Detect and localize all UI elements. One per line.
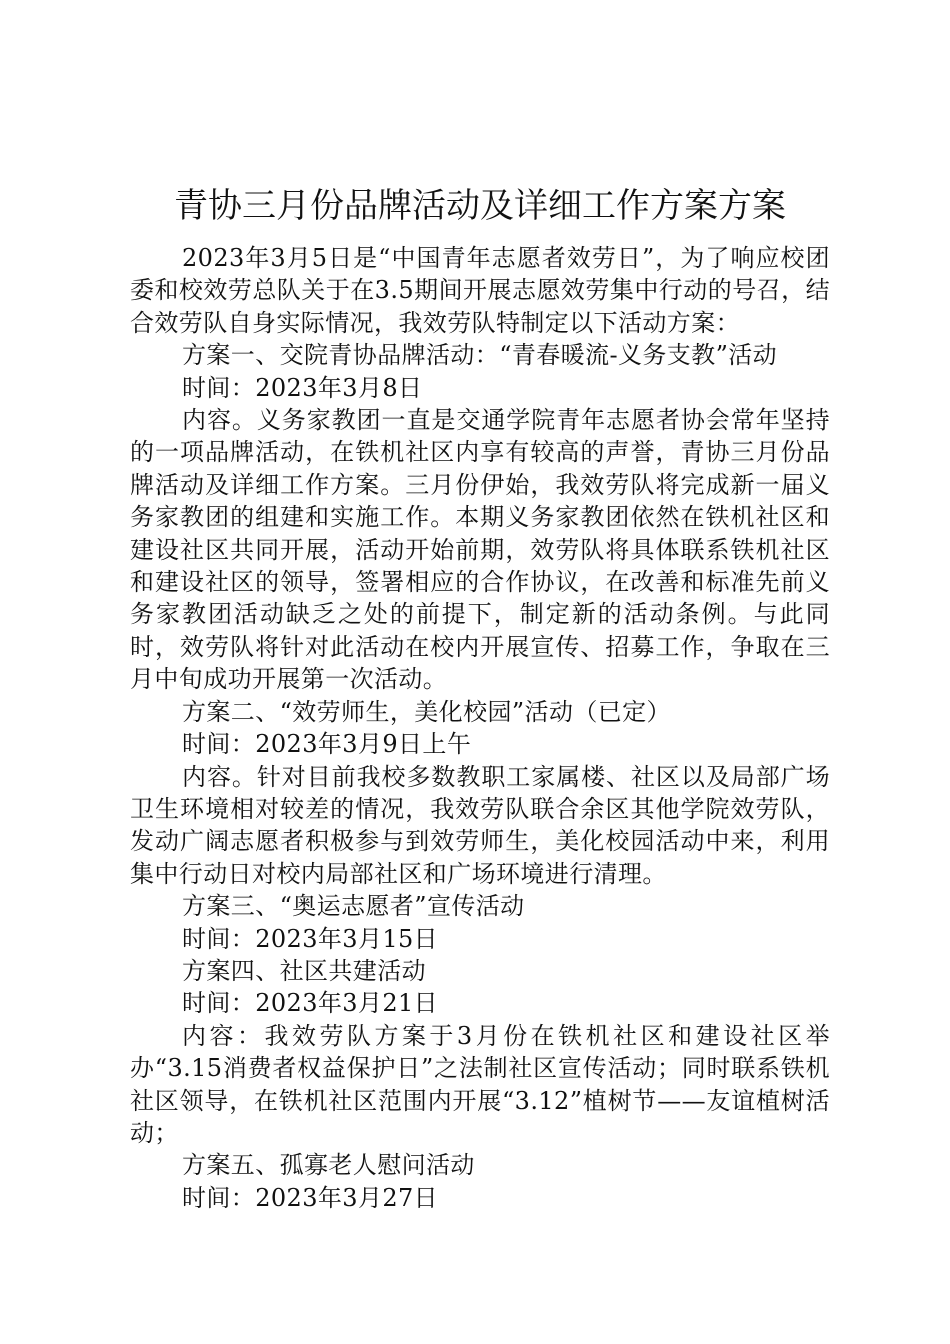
paragraph-plan-2-heading: 方案二、“效劳师生，美化校园”活动（已定） <box>182 697 671 726</box>
paragraph-plan-1-time: 时间：2023年3月8日 <box>182 373 423 402</box>
paragraph-plan-2-content: 内容。针对目前我校多数教职工家属楼、社区以及局部广场卫生环境相对较差的情况，我效劳队联合余区其他学院效劳队，发动广阔志愿者积极参与到效劳师生，美化校园活动中来，利用集中行动日对校内局部社区和广场环境进行清理。 <box>130 762 830 888</box>
paragraph-plan-5-time: 时间：2023年3月27日 <box>182 1183 439 1212</box>
document-title: 青协三月份品牌活动及详细工作方案方案 <box>174 186 786 226</box>
paragraph-plan-5-heading: 方案五、孤寡老人慰问活动 <box>182 1151 475 1180</box>
paragraph-plan-3-time: 时间：2023年3月15日 <box>182 924 439 953</box>
paragraph-plan-3-heading: 方案三、“奥运志愿者”宣传活动 <box>182 892 525 921</box>
document-page <box>130 178 830 1214</box>
paragraph-plan-1-content: 内容。义务家教团一直是交通学院青年志愿者协会常年坚持的一项品牌活动，在铁机社区内享有较高的声誉，青协三月份品牌活动及详细工作方案。三月份伊始，我效劳队将完成新一届义务家教团的组建和实施工作。本期义务家教团依然在铁机社区和建设社区共同开展，活动开始前期，效劳队将具体联系铁机社区和建设社区的领导，签署相应的合作协议，在改善和标准先前义务家教团活动缺乏之处的前提下，制定新的活动条例。与此同时，效劳队将针对此活动在校内开展宣传、招募工作，争取在三月中旬成功开展第一次活动。 <box>130 406 830 694</box>
paragraph-plan-2-time: 时间：2023年3月9日上午 <box>182 730 472 759</box>
paragraph-intro: 2023年3月5日是“中国青年志愿者效劳日”，为了响应校团委和校效劳总队关于在3.5期间开展志愿效劳集中行动的号召，结合效劳队自身实际情况，我效劳队特制定以下活动方案： <box>130 244 830 337</box>
paragraph-plan-1-heading: 方案一、交院青协品牌活动：“青春暖流-义务支教”活动 <box>182 341 778 370</box>
paragraph-plan-4-content: 内容：我效劳队方案于3月份在铁机社区和建设社区举办“3.15消费者权益保护日”之法制社区宣传活动；同时联系铁机社区领导，在铁机社区范围内开展“3.12”植树节——友谊植树活动； <box>130 1021 830 1147</box>
paragraph-plan-4-time: 时间：2023年3月21日 <box>182 989 439 1018</box>
paragraph-plan-4-heading: 方案四、社区共建活动 <box>182 956 426 985</box>
